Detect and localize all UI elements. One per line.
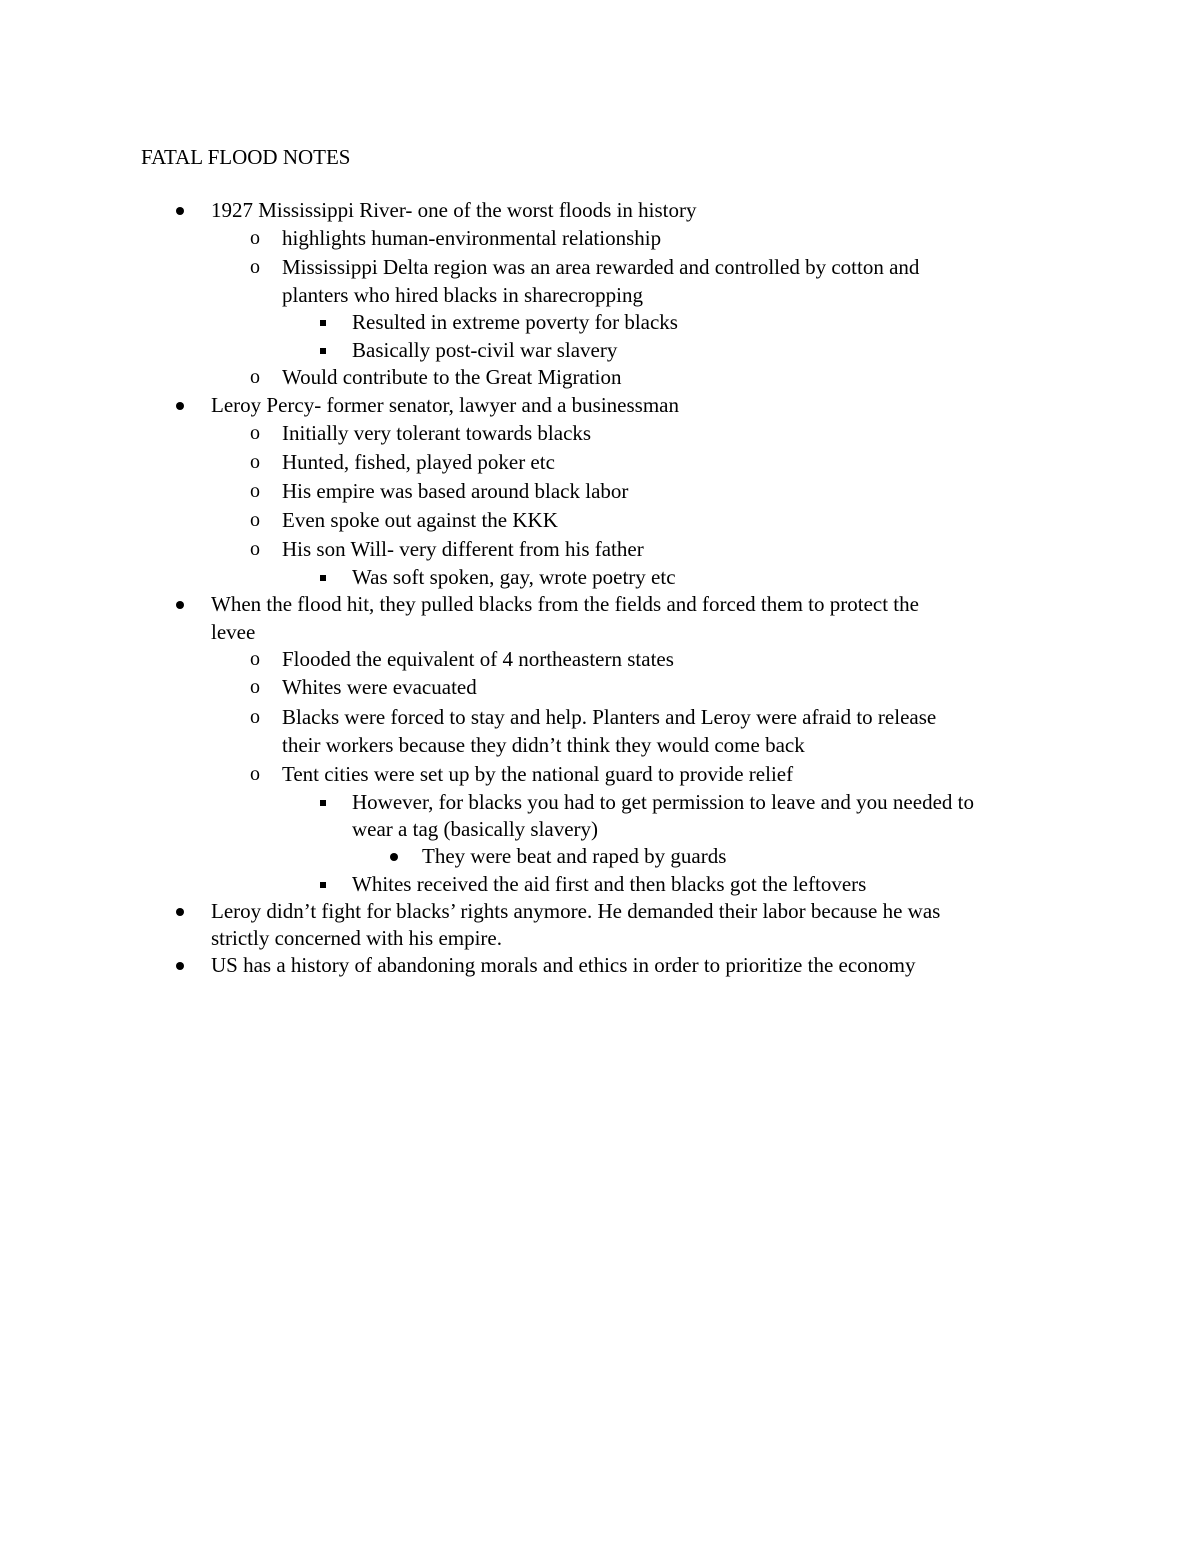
- list-item-continuation: levee: [211, 620, 256, 644]
- list-item-level-2: Initially very tolerant towards blacks: [282, 421, 592, 445]
- list-item-continuation: wear a tag (basically slavery): [352, 817, 599, 841]
- list-item-level-3: Resulted in extreme poverty for blacks: [352, 310, 678, 334]
- list-item-level-3: However, for blacks you had to get permission to leave and you needed to: [352, 790, 974, 814]
- bullet-level-1-icon: [170, 590, 190, 618]
- bullet-level-1-icon: [170, 391, 190, 419]
- bullet-level-2-icon: o: [250, 366, 260, 388]
- bullet-level-2-icon: o: [250, 538, 260, 560]
- list-item-level-2: Mississippi Delta region was an area rewarded and controlled by cotton and: [282, 255, 920, 279]
- list-item-level-1: US has a history of abandoning morals and ethics in order to prioritize the economy: [211, 953, 916, 977]
- list-item-level-2: His son Will- very different from his father: [282, 537, 644, 561]
- list-item-continuation: planters who hired blacks in sharecropping: [282, 283, 643, 307]
- bullet-level-1-icon: [170, 897, 190, 925]
- list-item-level-2: His empire was based around black labor: [282, 479, 629, 503]
- bullet-level-3-icon: [313, 336, 333, 364]
- list-item-level-2: Tent cities were set up by the national guard to provide relief: [282, 762, 794, 786]
- list-item-level-2: Blacks were forced to stay and help. Planters and Leroy were afraid to release: [282, 705, 937, 729]
- bullet-level-1-icon: [170, 196, 190, 224]
- bullet-level-3-icon: [313, 788, 333, 816]
- bullet-level-3-icon: [313, 308, 333, 336]
- bullet-level-2-icon: o: [250, 509, 260, 531]
- list-item-level-3: Was soft spoken, gay, wrote poetry etc: [352, 565, 676, 589]
- list-item-level-3: Whites received the aid first and then blacks got the leftovers: [352, 872, 867, 896]
- list-item-level-1: Leroy Percy- former senator, lawyer and a businessman: [211, 393, 679, 417]
- bullet-level-2-icon: o: [250, 256, 260, 278]
- list-item-level-2: highlights human-environmental relationship: [282, 226, 662, 250]
- list-item-level-3: Basically post-civil war slavery: [352, 338, 618, 362]
- list-item-level-1: 1927 Mississippi River- one of the worst floods in history: [211, 198, 697, 222]
- list-item-level-2: Whites were evacuated: [282, 675, 477, 699]
- list-item-level-2: Would contribute to the Great Migration: [282, 365, 622, 389]
- bullet-level-2-icon: o: [250, 676, 260, 698]
- list-item-continuation: their workers because they didn’t think they would come back: [282, 733, 805, 757]
- list-item-level-4: They were beat and raped by guards: [422, 844, 727, 868]
- bullet-level-3-icon: [313, 563, 333, 591]
- bullet-level-2-icon: o: [250, 422, 260, 444]
- bullet-level-2-icon: o: [250, 227, 260, 249]
- document-title: FATAL FLOOD NOTES: [141, 145, 351, 169]
- bullet-level-2-icon: o: [250, 451, 260, 473]
- bullet-level-2-icon: o: [250, 648, 260, 670]
- bullet-level-3-icon: [313, 870, 333, 898]
- bullet-level-2-icon: o: [250, 763, 260, 785]
- list-item-level-2: Even spoke out against the KKK: [282, 508, 558, 532]
- bullet-level-2-icon: o: [250, 480, 260, 502]
- list-item-continuation: strictly concerned with his empire.: [211, 926, 502, 950]
- bullet-level-4-icon: [384, 842, 404, 870]
- bullet-level-1-icon: [170, 951, 190, 979]
- list-item-level-1: Leroy didn’t fight for blacks’ rights anymore. He demanded their labor because he was: [211, 899, 941, 923]
- list-item-level-2: Hunted, fished, played poker etc: [282, 450, 555, 474]
- bullet-level-2-icon: o: [250, 706, 260, 728]
- list-item-level-2: Flooded the equivalent of 4 northeastern states: [282, 647, 674, 671]
- list-item-level-1: When the flood hit, they pulled blacks from the fields and forced them to protect the: [211, 592, 919, 616]
